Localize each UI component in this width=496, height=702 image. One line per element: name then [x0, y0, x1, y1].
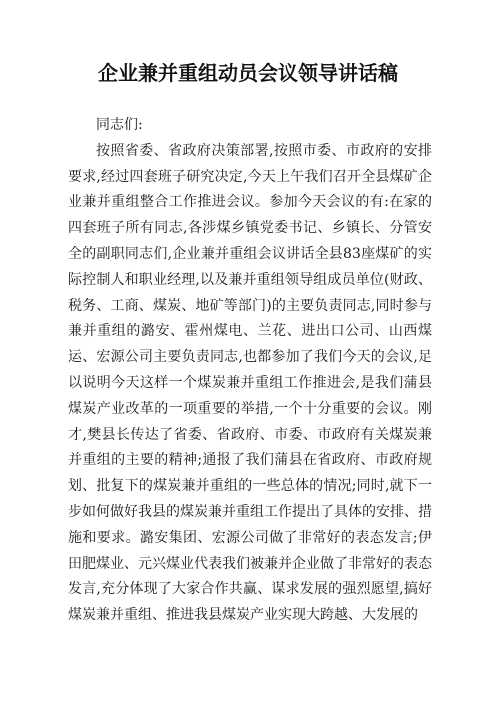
greeting: 同志们:: [96, 117, 143, 133]
document-body: [68, 113, 432, 629]
body-paragraph: 按照省委、省政府决策部署,按照市委、市政府的安排要求,经过四套班子研究决定,今天上午我们召开全县煤矿企业兼并重组整合工作推进会议。参加今天会议的有:在家的四套班子所有同志,各涉煤乡镇党委书记、乡镇长、分管安全的副职同志们,企业兼并重组会议讲话全县83座煤矿的实际控制人和职业经理,以及兼并重组领导组成员单位(财政、税务、工商、煤炭、地矿等部门)的主要负责同志,同时参与兼并重组的潞安、霍州煤电、兰花、进出口公司、山西煤运、宏源公司主要负责同志,也都参加了我们今天的会议,足以说明今天这样一个煤炭兼并重组工作推进会,是我们蒲县煤炭产业改革的一项重要的举措,一个十分重要的会议。刚才,樊县长传达了省委、省政府、市委、市政府有关煤炭兼并重组的主要的精神;通报了我们蒲县在省政府、市政府规划、批复下的煤炭兼并重组的一些总体的情况;同时,就下一步如何做好我县的煤炭兼并重组工作提出了具体的安排、措施和要求。潞安集团、宏源公司做了非常好的表态发言;伊田肥煤业、元兴煤业代表我们被兼并企业做了非常好的表态发言,充分体现了大家合作共赢、谋求发展的强烈愿望,搞好煤炭兼并重组、推进我县煤炭产业实现大跨越、大发展的: [68, 142, 432, 624]
document-title: 企业兼并重组动员会议领导讲话稿: [98, 61, 398, 85]
